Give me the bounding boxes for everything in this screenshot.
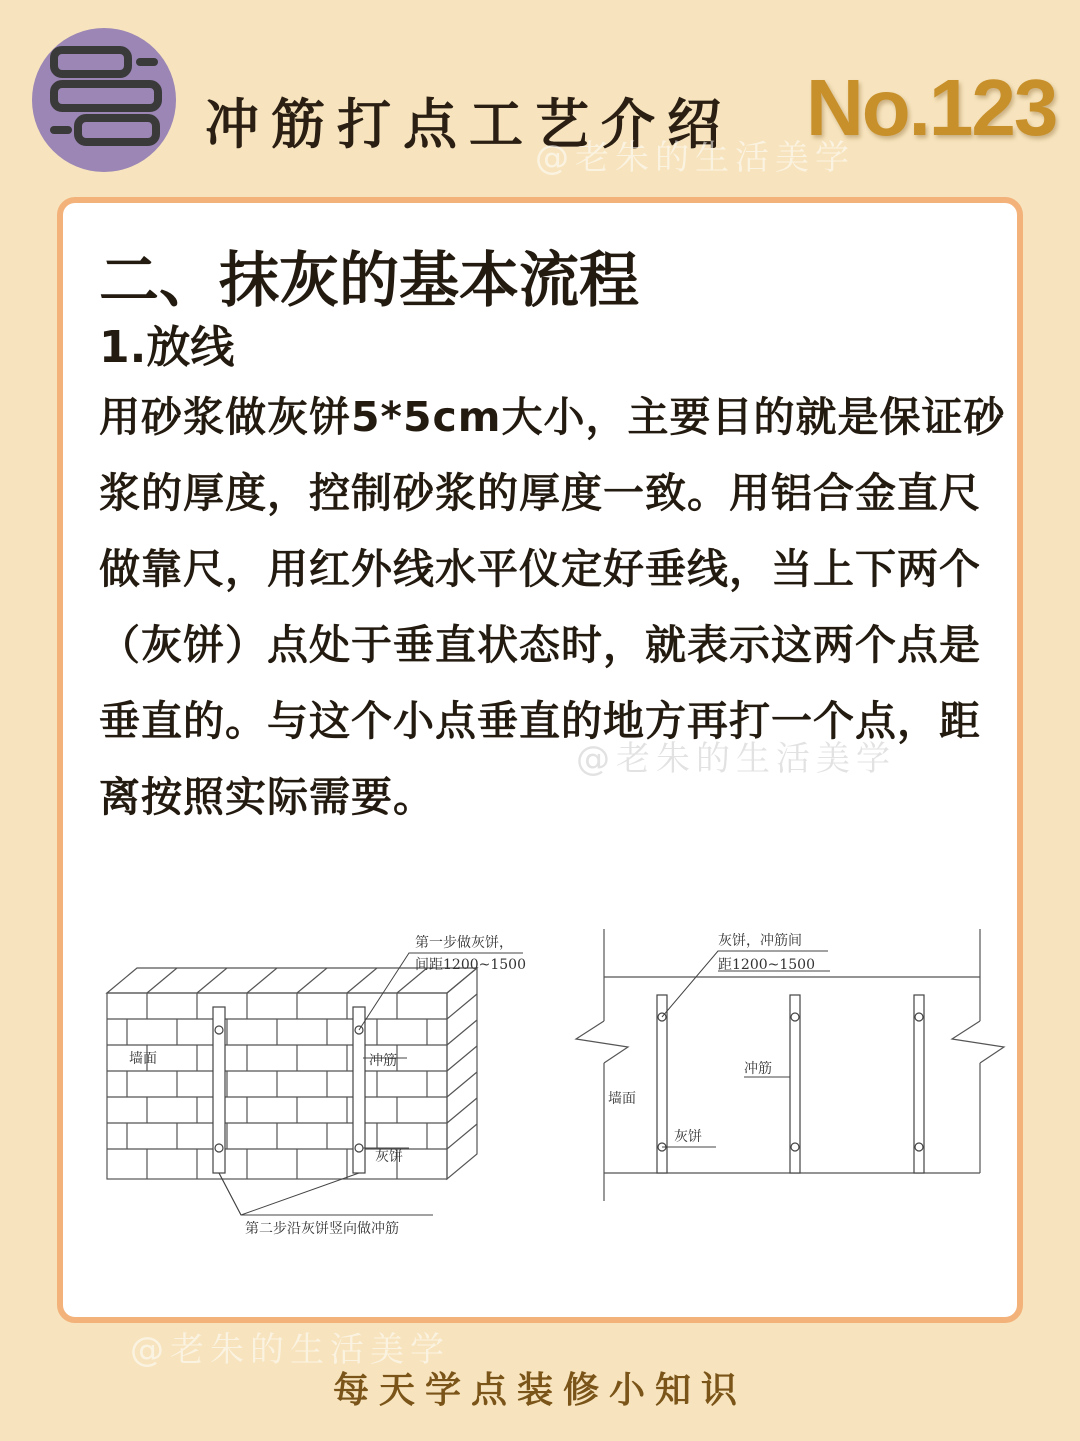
page-title: 冲筋打点工艺介绍 (205, 93, 733, 156)
right-rib-label: 冲筋 (744, 1061, 772, 1077)
cake-label: 灰饼 (375, 1149, 403, 1165)
wall-diagram-right (568, 923, 1008, 1203)
wall-diagram-left (93, 923, 553, 1243)
watermark-bottom: @老朱的生活美学 (130, 1330, 450, 1370)
section-title: 二、抹灰的基本流程 (99, 246, 639, 316)
right-cake-label: 灰饼 (674, 1129, 702, 1145)
step1-label-line2: 间距1200~1500 (415, 957, 526, 973)
right-wall-label: 墙面 (608, 1091, 636, 1107)
step2-label: 第二步沿灰饼竖向做冲筋 (245, 1221, 399, 1237)
issue-number: No.123 (806, 63, 1057, 152)
step1-label-line1: 第一步做灰饼， (415, 935, 513, 951)
watermark: @老朱的生活美学 (535, 138, 855, 178)
right-top-label-line2: 距1200~1500 (718, 957, 815, 973)
watermark-inline: @老朱的生活美学 (576, 739, 896, 779)
footer-slogan: 每天学点装修小知识 (332, 1370, 747, 1411)
bricks-icon (32, 28, 176, 172)
right-top-label-line1: 灰饼，冲筋间 (718, 933, 802, 949)
wall-label: 墙面 (129, 1051, 157, 1067)
content-card (57, 197, 1023, 1323)
body-paragraph: 用砂浆做灰饼5*5cm大小，主要目的就是保证砂浆的厚度，控制砂浆的厚度一致。用铝合金直尺做靠尺，用红外线水平仪定好垂线，当上下两个（灰饼）点处于垂直状态时，就表示这两个点是垂直的。与这个小点垂直的地方再打一个点，距离按照实际需要。 (99, 393, 1006, 821)
rib-label: 冲筋 (369, 1053, 397, 1069)
logo-badge (32, 28, 176, 172)
step-title: 1.放线 (99, 322, 235, 373)
